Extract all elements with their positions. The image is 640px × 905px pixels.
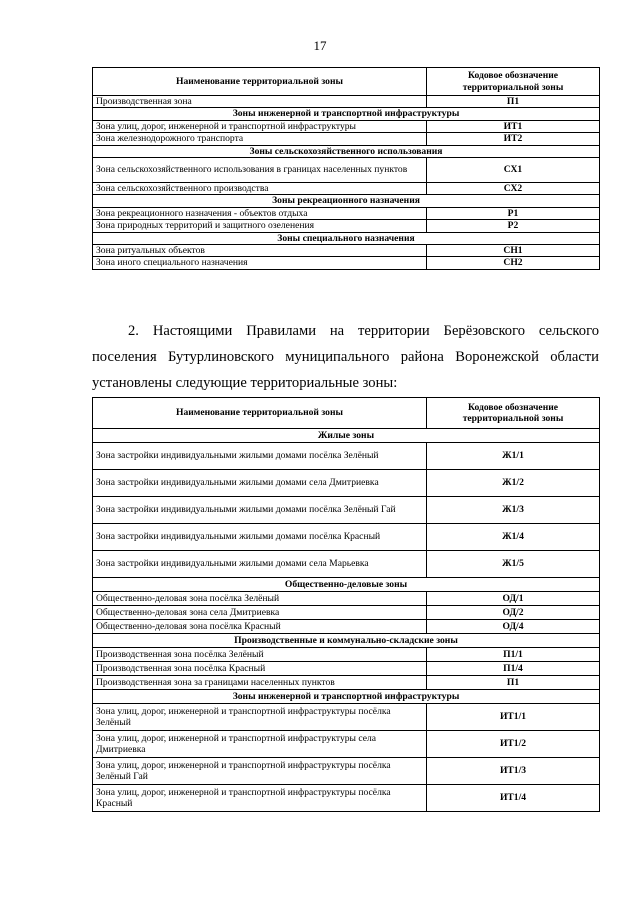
zone-code: СН2 bbox=[427, 257, 600, 269]
table-row bbox=[93, 524, 600, 551]
zone-name: Общественно-деловая зона посёлка Зелёный bbox=[93, 592, 427, 606]
zone-code: Р2 bbox=[427, 220, 600, 232]
intro-paragraph: 2. Настоящими Правилами на территории Берёзовского сельского поселения Бутурлиновского муниципального района Воронежской области установлены следующие территориальные зоны: bbox=[92, 323, 599, 391]
zone-name: Производственная зона посёлка Зелёный bbox=[93, 648, 427, 662]
table-row bbox=[93, 676, 600, 690]
table-row bbox=[93, 758, 600, 785]
section-row bbox=[93, 578, 600, 592]
table-row bbox=[93, 183, 600, 195]
zone-code: СХ1 bbox=[427, 158, 600, 183]
zone-code: ОД/1 bbox=[427, 592, 600, 606]
section-title: Общественно-деловые зоны bbox=[93, 578, 600, 592]
zones-table-2 bbox=[92, 397, 600, 812]
section-row bbox=[93, 108, 600, 120]
table-row bbox=[93, 207, 600, 219]
section-title: Жилые зоны bbox=[93, 429, 600, 443]
zone-name: Зона улиц, дорог, инженерной и транспортной инфраструктуры посёлка Зелёный Гай bbox=[93, 758, 427, 785]
zones-table-1 bbox=[92, 67, 600, 270]
header-zone-name: Наименование территориальной зоны bbox=[93, 68, 427, 96]
zone-name: Зона улиц, дорог, инженерной и транспортной инфраструктуры села Дмитриевка bbox=[93, 731, 427, 758]
zone-code: ИТ1 bbox=[427, 120, 600, 132]
table-row bbox=[93, 120, 600, 132]
zone-name: Зона застройки индивидуальными жилыми домами посёлка Красный bbox=[93, 524, 427, 551]
table-row bbox=[93, 257, 600, 269]
table-row bbox=[93, 497, 600, 524]
zone-code: Р1 bbox=[427, 207, 600, 219]
page-number: 17 bbox=[313, 38, 327, 53]
zone-name: Общественно-деловая зона села Дмитриевка bbox=[93, 606, 427, 620]
zone-code: ИТ1/2 bbox=[427, 731, 600, 758]
header-zone-code: Кодовое обозначение территориальной зоны bbox=[427, 398, 600, 429]
section-title: Производственные и коммунально-складские зоны bbox=[93, 634, 600, 648]
zone-code: Ж1/1 bbox=[427, 443, 600, 470]
zone-code: ИТ1/3 bbox=[427, 758, 600, 785]
zone-name: Производственная зона bbox=[93, 96, 427, 108]
zone-code: ИТ2 bbox=[427, 133, 600, 145]
zone-name: Зона сельскохозяйственного производства bbox=[93, 183, 427, 195]
zone-code: П1/1 bbox=[427, 648, 600, 662]
section-title: Зоны специального назначения bbox=[93, 232, 600, 244]
header-zone-name: Наименование территориальной зоны bbox=[93, 398, 427, 429]
table-row bbox=[93, 133, 600, 145]
zone-code: П1 bbox=[427, 676, 600, 690]
zone-code: Ж1/4 bbox=[427, 524, 600, 551]
zone-code: Ж1/5 bbox=[427, 551, 600, 578]
zone-code: Ж1/3 bbox=[427, 497, 600, 524]
section-title: Зоны инженерной и транспортной инфраструктуры bbox=[93, 108, 600, 120]
zone-name: Общественно-деловая зона посёлка Красный bbox=[93, 620, 427, 634]
section-title: Зоны сельскохозяйственного использования bbox=[93, 145, 600, 157]
zone-name: Зона сельскохозяйственного использования в границах населенных пунктов bbox=[93, 158, 427, 183]
zone-code: П1/4 bbox=[427, 662, 600, 676]
section-title: Зоны рекреационного назначения bbox=[93, 195, 600, 207]
table-row bbox=[93, 470, 600, 497]
zone-name: Зона застройки индивидуальными жилыми домами села Марьевка bbox=[93, 551, 427, 578]
section-row bbox=[93, 195, 600, 207]
section-title: Зоны инженерной и транспортной инфраструктуры bbox=[93, 690, 600, 704]
table-row bbox=[93, 158, 600, 183]
table-row bbox=[93, 551, 600, 578]
zone-name: Зона застройки индивидуальными жилыми домами села Дмитриевка bbox=[93, 470, 427, 497]
zone-code: П1 bbox=[427, 96, 600, 108]
zone-name: Зона рекреационного назначения - объектов отдыха bbox=[93, 207, 427, 219]
table-row bbox=[93, 443, 600, 470]
zone-code: ИТ1/1 bbox=[427, 704, 600, 731]
table-row bbox=[93, 785, 600, 812]
zone-code: Ж1/2 bbox=[427, 470, 600, 497]
zone-code: СН1 bbox=[427, 245, 600, 257]
zone-name: Зона улиц, дорог, инженерной и транспортной инфраструктуры посёлка Зелёный bbox=[93, 704, 427, 731]
table-row bbox=[93, 648, 600, 662]
table-row bbox=[93, 662, 600, 676]
section-row bbox=[93, 690, 600, 704]
section-row bbox=[93, 145, 600, 157]
zone-name: Зона застройки индивидуальными жилыми домами посёлка Зелёный bbox=[93, 443, 427, 470]
zone-name: Зона застройки индивидуальными жилыми домами посёлка Зелёный Гай bbox=[93, 497, 427, 524]
zone-name: Производственная зона посёлка Красный bbox=[93, 662, 427, 676]
table-row bbox=[93, 704, 600, 731]
table-row bbox=[93, 606, 600, 620]
zone-name: Зона природных территорий и защитного озеленения bbox=[93, 220, 427, 232]
zone-name: Зона ритуальных объектов bbox=[93, 245, 427, 257]
section-row bbox=[93, 429, 600, 443]
table-row bbox=[93, 592, 600, 606]
table-row bbox=[93, 220, 600, 232]
table-row bbox=[93, 96, 600, 108]
zone-code: ОД/4 bbox=[427, 620, 600, 634]
table-row bbox=[93, 731, 600, 758]
section-row bbox=[93, 634, 600, 648]
zone-code: ОД/2 bbox=[427, 606, 600, 620]
zone-name: Зона иного специального назначения bbox=[93, 257, 427, 269]
zone-name: Зона железнодорожного транспорта bbox=[93, 133, 427, 145]
table-row bbox=[93, 245, 600, 257]
table-row bbox=[93, 620, 600, 634]
zone-code: ИТ1/4 bbox=[427, 785, 600, 812]
zone-code: СХ2 bbox=[427, 183, 600, 195]
zone-name: Зона улиц, дорог, инженерной и транспортной инфраструктуры посёлка Красный bbox=[93, 785, 427, 812]
zone-name: Зона улиц, дорог, инженерной и транспортной инфраструктуры bbox=[93, 120, 427, 132]
header-zone-code: Кодовое обозначение территориальной зоны bbox=[427, 68, 600, 96]
zone-name: Производственная зона за границами населенных пунктов bbox=[93, 676, 427, 690]
section-row bbox=[93, 232, 600, 244]
